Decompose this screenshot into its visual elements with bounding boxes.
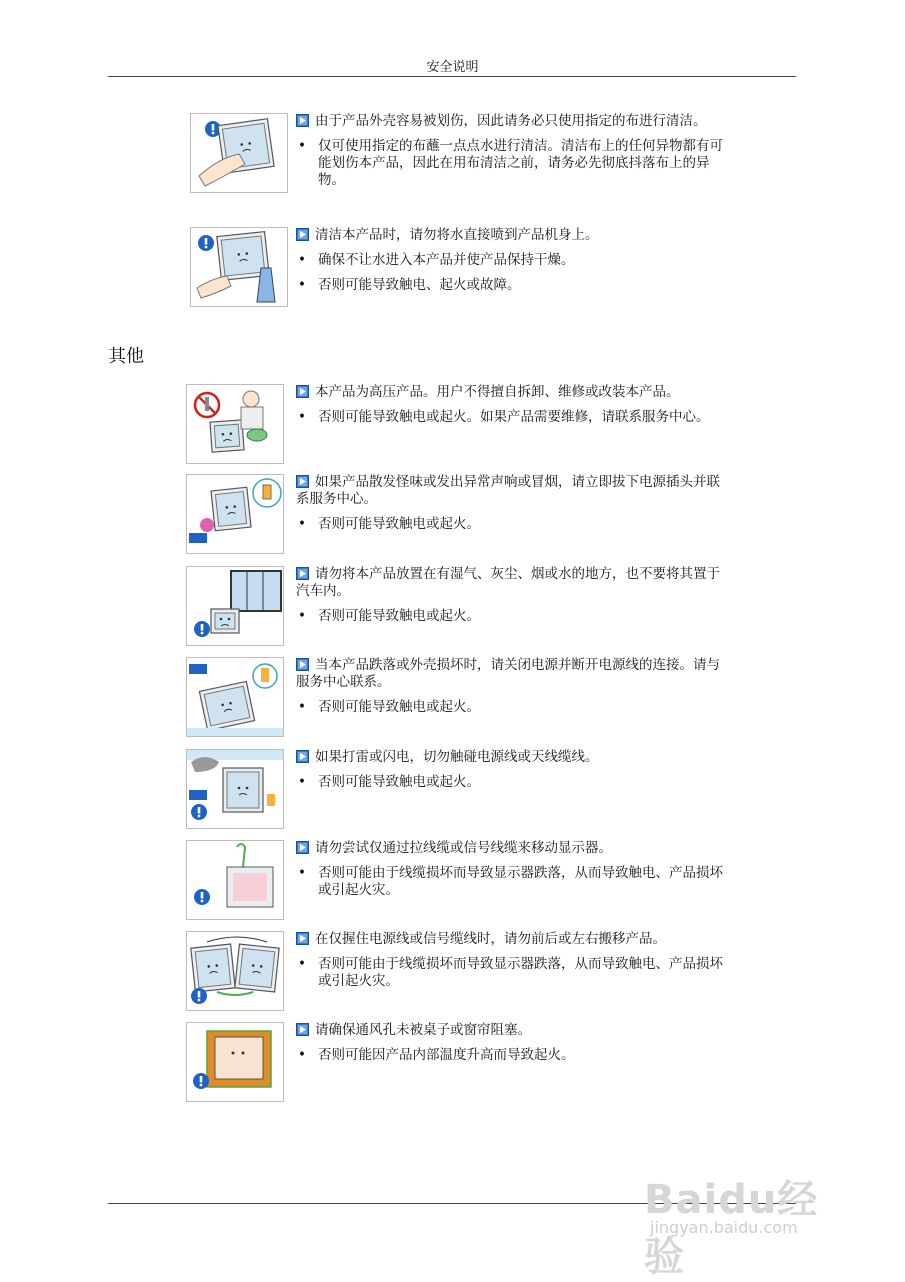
bullet-item	[296, 138, 731, 189]
warning-icon	[296, 750, 309, 763]
bullet-item	[296, 1047, 731, 1064]
watermark-url: jingyan.baidu.com	[650, 1218, 798, 1237]
warning-statement	[296, 840, 731, 857]
warning-text: 请勿将本产品放置在有湿气、灰尘、烟或水的地方，也不要将其置于汽车内。	[296, 566, 720, 599]
bullet-item	[296, 956, 731, 990]
warning-statement	[296, 227, 731, 244]
bullet-item	[296, 608, 731, 625]
entry-text	[296, 227, 731, 302]
safety-illustration	[186, 840, 284, 920]
warning-text: 本产品为高压产品。用户不得擅自拆卸、维修或改装本产品。	[315, 384, 680, 400]
bullet-item	[296, 516, 731, 533]
warning-icon	[296, 841, 309, 854]
safety-illustration	[186, 384, 284, 464]
entry-text	[296, 749, 731, 799]
alert-badge-icon	[193, 1073, 209, 1089]
warning-statement	[296, 657, 731, 691]
warning-text: 如果产品散发怪味或发出异常声响或冒烟，请立即拔下电源插头并联系服务中心。	[296, 474, 720, 507]
safety-illustration	[190, 227, 288, 307]
entry-text	[296, 1022, 731, 1072]
warning-text: 请确保通风孔未被桌子或窗帘阻塞。	[315, 1022, 531, 1038]
bullet-item	[296, 699, 731, 716]
warning-text: 当本产品跌落或外壳损坏时，请关闭电源并断开电源线的连接。请与服务中心联系。	[296, 657, 720, 690]
alert-badge-icon	[191, 804, 207, 820]
warning-statement	[296, 931, 731, 948]
entry-text	[296, 566, 731, 633]
warning-text: 由于产品外壳容易被划伤，因此请务必只使用指定的布进行清洁。	[315, 113, 707, 129]
safety-illustration	[186, 566, 284, 646]
bullet-item	[296, 865, 731, 899]
warning-statement	[296, 384, 731, 401]
alert-badge-icon	[194, 621, 210, 637]
bullet-text: 否则可能导致触电或起火。如果产品需要维修，请联系服务中心。	[318, 409, 710, 425]
warning-text: 清洁本产品时，请勿将水直接喷到产品机身上。	[315, 227, 599, 243]
bullet-dot: •	[298, 699, 306, 715]
bullet-text: 否则可能导致触电、起火或故障。	[318, 277, 521, 293]
alert-badge-icon	[198, 235, 214, 251]
bullet-dot: •	[298, 956, 306, 972]
safety-illustration	[190, 113, 288, 193]
safety-illustration	[186, 749, 284, 829]
warning-statement	[296, 474, 731, 508]
alert-badge-icon	[194, 889, 210, 905]
safety-illustration	[186, 657, 284, 737]
bullet-item	[296, 774, 731, 791]
bullet-dot: •	[298, 252, 306, 268]
watermark	[640, 1160, 850, 1280]
bullet-dot: •	[298, 608, 306, 624]
watermark-logo: Baidu经验	[644, 1177, 819, 1280]
alert-badge-icon	[191, 988, 207, 1004]
warning-icon	[296, 932, 309, 945]
safety-illustration	[186, 1022, 284, 1102]
warning-text: 在仅握住电源线或信号缆线时，请勿前后或左右搬移产品。	[315, 931, 666, 947]
bullet-text: 确保不让水进入本产品并使产品保持干燥。	[318, 252, 575, 268]
bullet-item	[296, 252, 731, 269]
entry-text	[296, 113, 731, 197]
bullet-item	[296, 409, 731, 426]
header-rule	[108, 76, 796, 77]
warning-icon	[296, 658, 309, 671]
warning-statement	[296, 566, 731, 600]
bullet-text: 否则可能导致触电或起火。	[318, 516, 480, 532]
warning-icon	[296, 567, 309, 580]
warning-icon	[296, 1023, 309, 1036]
bullet-dot: •	[298, 277, 306, 293]
bullet-text: 否则可能导致触电或起火。	[318, 774, 480, 790]
warning-text: 请勿尝试仅通过拉线缆或信号线缆来移动显示器。	[315, 840, 612, 856]
warning-statement	[296, 1022, 731, 1039]
warning-statement	[296, 749, 731, 766]
bullet-text: 否则可能导致触电或起火。	[318, 608, 480, 624]
warning-icon	[296, 228, 309, 241]
bullet-dot: •	[298, 409, 306, 425]
bullet-text: 否则可能因产品内部温度升高而导致起火。	[318, 1047, 575, 1063]
entry-text	[296, 657, 731, 724]
warning-icon	[296, 114, 309, 127]
bullet-dot: •	[298, 1047, 306, 1063]
bullet-item	[296, 277, 731, 294]
entry-text	[296, 840, 731, 907]
bullet-dot: •	[298, 138, 306, 154]
warning-icon	[296, 475, 309, 488]
bullet-dot: •	[298, 774, 306, 790]
section-title: 其他	[108, 346, 144, 367]
bullet-dot: •	[298, 516, 306, 532]
page-header-title: 安全说明	[426, 60, 479, 75]
warning-statement	[296, 113, 731, 130]
entry-text	[296, 384, 731, 434]
bullet-text: 否则可能由于线缆损坏而导致显示器跌落，从而导致触电、产品损坏或引起火灾。	[318, 956, 723, 989]
bullet-dot: •	[298, 865, 306, 881]
safety-illustration	[186, 474, 284, 554]
entry-text	[296, 931, 731, 998]
bullet-text: 否则可能导致触电或起火。	[318, 699, 480, 715]
warning-text: 如果打雷或闪电，切勿触碰电源线或天线缆线。	[315, 749, 599, 765]
safety-illustration	[186, 931, 284, 1011]
entry-text	[296, 474, 731, 541]
bullet-text: 否则可能由于线缆损坏而导致显示器跌落，从而导致触电、产品损坏或引起火灾。	[318, 865, 723, 898]
warning-icon	[296, 385, 309, 398]
bullet-text: 仅可使用指定的布蘸一点点水进行清洁。清洁布上的任何异物都有可能划伤本产品，因此在用布清洁之前，请务必先彻底抖落布上的异物。	[318, 138, 723, 188]
